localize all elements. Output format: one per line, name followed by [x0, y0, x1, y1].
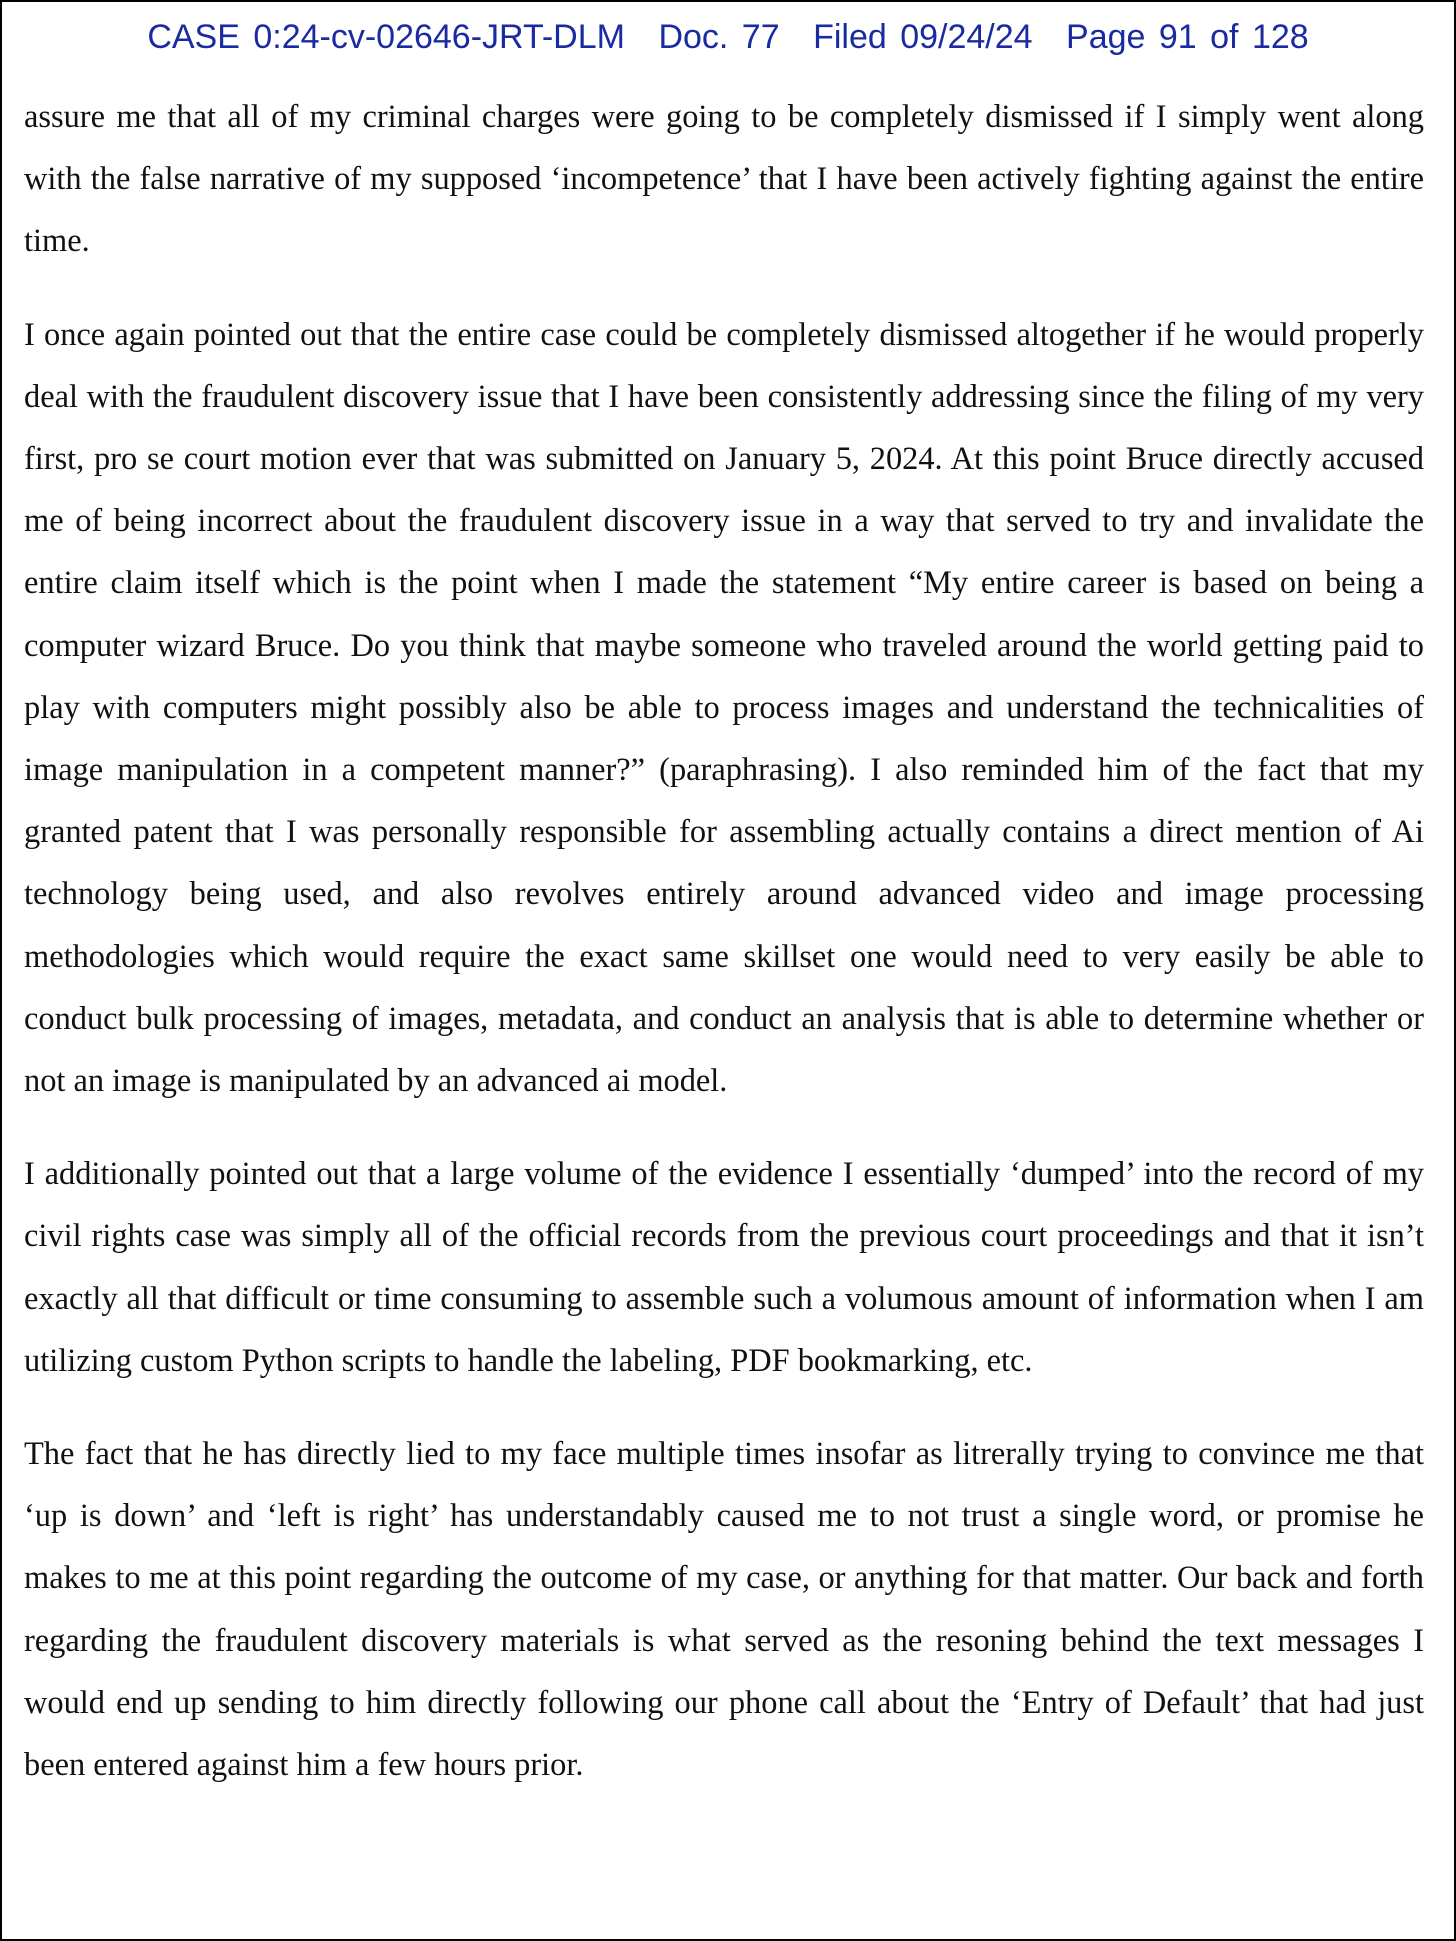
page-number: Page 91 of 128: [1066, 18, 1309, 56]
filed-date: Filed 09/24/24: [813, 18, 1033, 56]
case-number: CASE 0:24-cv-02646-JRT-DLM: [147, 18, 625, 56]
document-body: [24, 86, 1424, 1796]
paragraph-4: The fact that he has directly lied to my face multiple times insofar as litrerally trying to convince me that ‘up is down’ and ‘left is right’ has understandably caused me to not trust a single word, or promise he makes to me at this point regarding the outcome of my case, or anything for that matter. Our back and forth regarding the fraudulent discovery materials is what served as the resoning behind the text messages I would end up sending to him directly following our phone call about the ‘Entry of Default’ that had just been entered against him a few hours prior.: [24, 1436, 1424, 1784]
document-number: Doc. 77: [658, 18, 780, 56]
paragraph-2: I once again pointed out that the entire case could be completely dismissed altogether if he would properly deal with the fraudulent discovery issue that I have been consistently addressing since the filing of my very first, pro se court motion ever that was submitted on January 5, 2024. At this point Bruce directly accused me of being incorrect about the fraudulent discovery issue in a way that served to try and invalidate the entire claim itself which is the point when I made the statement “My entire career is based on being a computer wizard Bruce. Do you think that maybe someone who traveled around the world getting paid to play with computers might possibly also be able to process images and understand the technicalities of image manipulation in a competent manner?” (paraphrasing). I also reminded him of the fact that my granted patent that I was personally responsible for assembling actually contains a direct mention of Ai technology being used, and also revolves entirely around advanced video and image processing methodologies which would require the exact same skillset one would need to very easily be able to conduct bulk processing of images, metadata, and conduct an analysis that is able to determine whether or not an image is manipulated by an advanced ai model.: [24, 316, 1424, 1100]
paragraph-1: assure me that all of my criminal charges were going to be completely dismissed if I simply went along with the false narrative of my supposed ‘incompetence’ that I have been actively fighting against the entire time.: [24, 99, 1424, 260]
paragraph-3: I additionally pointed out that a large volume of the evidence I essentially ‘dumped’ into the record of my civil rights case was simply all of the official records from the previous court proceedings and that it isn’t exactly all that difficult or time consuming to assemble such a volumous amount of information when I am utilizing custom Python scripts to handle the labeling, PDF bookmarking, etc.: [24, 1156, 1424, 1379]
court-filing-header: [2, 18, 1454, 57]
